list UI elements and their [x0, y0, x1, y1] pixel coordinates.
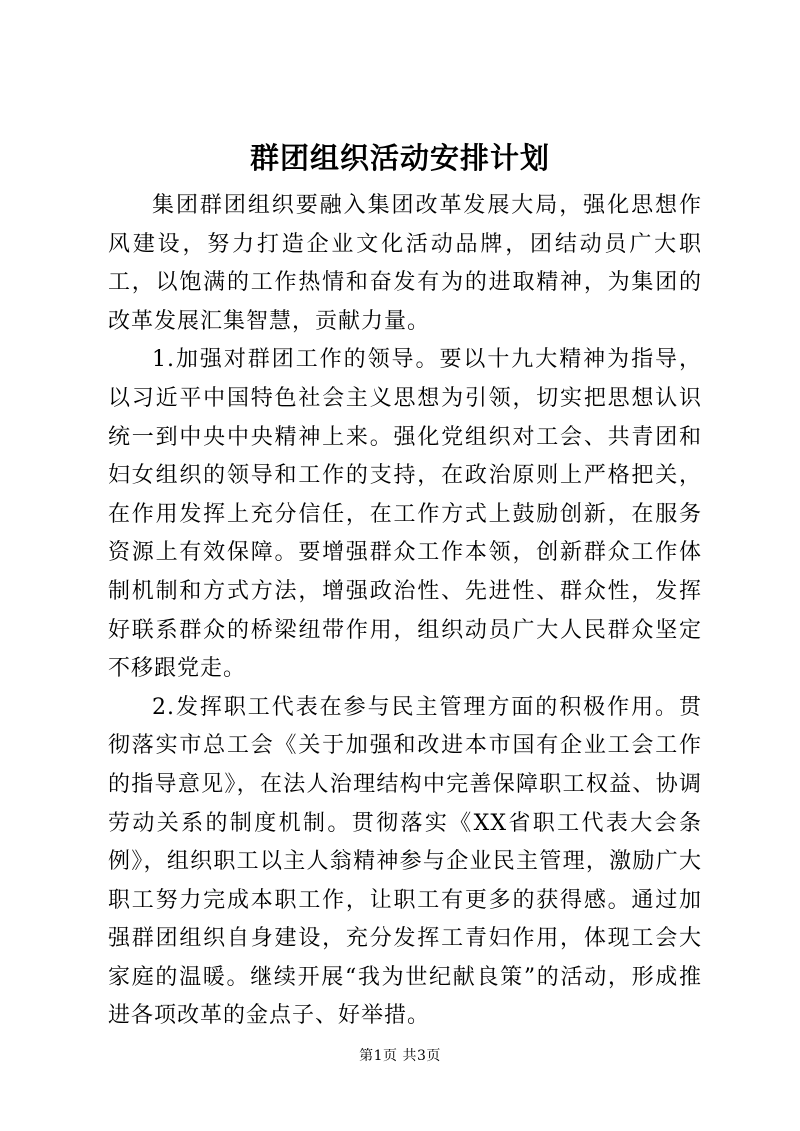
page-footer: 第1页 共3页 [359, 1048, 441, 1064]
paragraph-intro: 集团群团组织要融入集团改革发展大局，强化思想作风建设，努力打造企业文化活动品牌，团结动员广大职工，以饱满的工作热情和奋发有为的进取精神，为集团的改革发展汇集智慧，贡献力量。 [108, 193, 702, 334]
paragraph-item-2: 2.发挥职工代表在参与民主管理方面的积极作用。贯彻落实市总工会《关于加强和改进本市国有企业工会工作的指导意见》，在法人治理结构中完善保障职工权益、协调劳动关系的制度机制。贯彻落实《XX省职工代表大会条例》，组织职工以主人翁精神参与企业民主管理，激励广大职工努力完成本职工作，让职工有更多的获得感。通过加强群团组织自身建设，充分发挥工青妇作用，体现工会大家庭的温暖。继续开展“我为世纪献良策”的活动，形成推进各项改革的金点子、好举措。 [108, 694, 702, 1029]
paragraph-item-1: 1.加强对群团工作的领导。要以十九大精神为指导，以习近平中国特色社会主义思想为引领，切实把思想认识统一到中央中央精神上来。强化党组织对工会、共青团和妇女组织的领导和工作的支持，在政治原则上严格把关，在作用发挥上充分信任，在工作方式上鼓励创新，在服务资源上有效保障。要增强群众工作本领，创新群众工作体制机制和方式方法，增强政治性、先进性、群众性，发挥好联系群众的桥梁纽带作用，组织动员广大人民群众坚定不移跟党走。 [108, 347, 702, 682]
document-title: 群团组织活动安排计划 [249, 141, 550, 175]
document-body [108, 187, 702, 1036]
